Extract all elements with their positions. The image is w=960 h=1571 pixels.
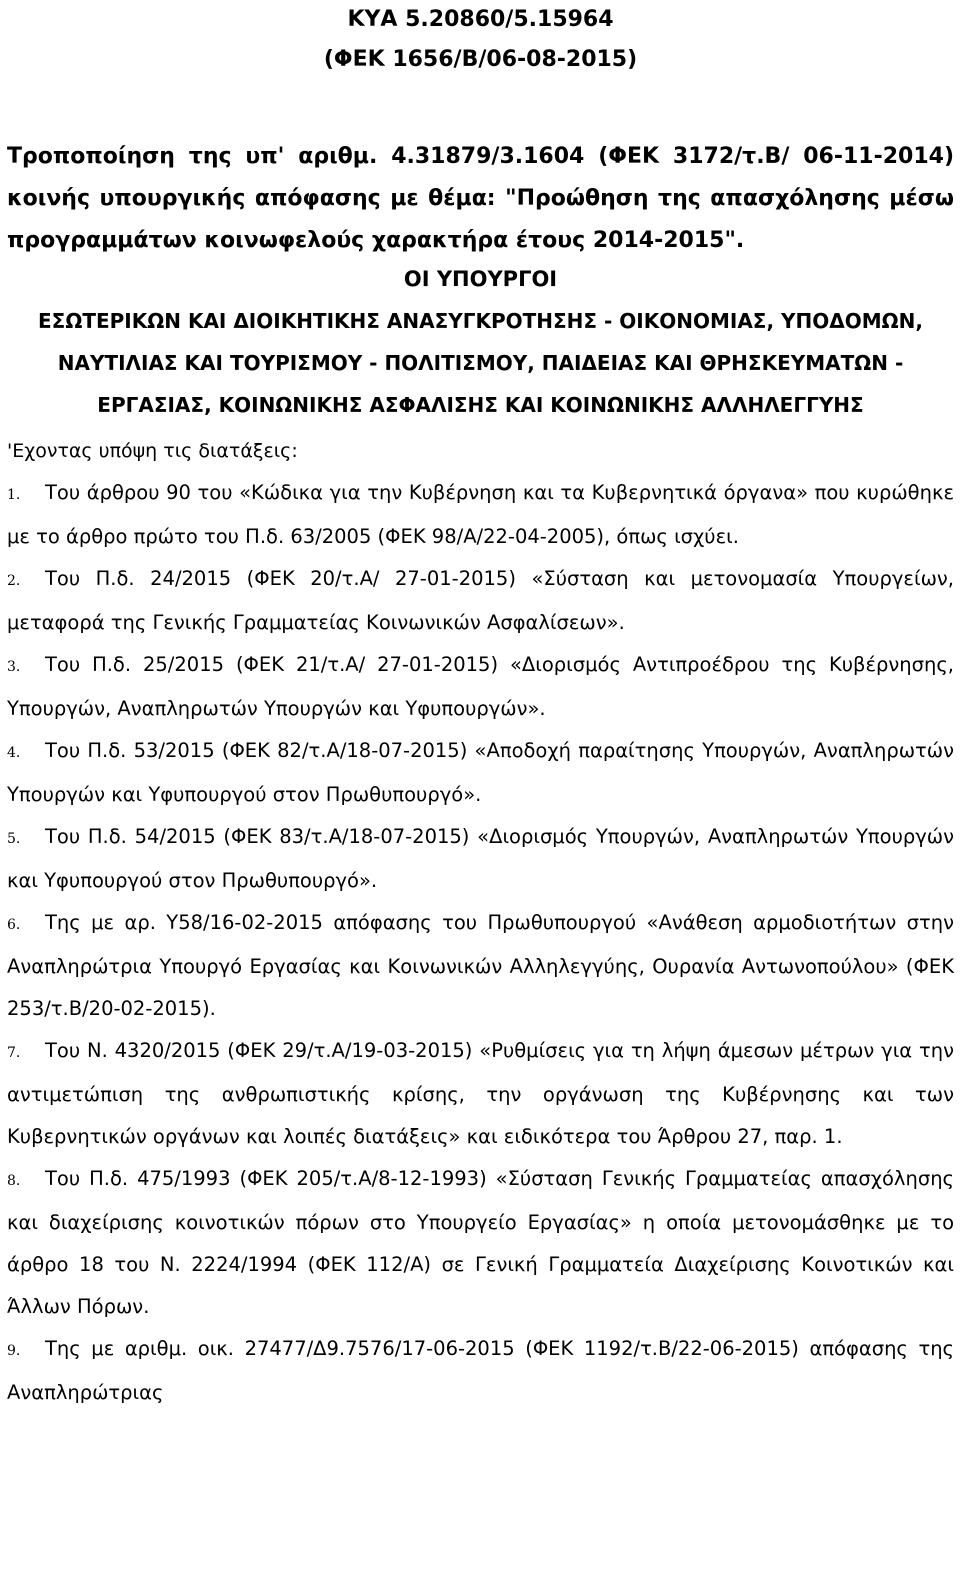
item-text: Της με αριθμ. οικ. 27477/Δ9.7576/17-06-2015 (ΦΕΚ 1192/τ.Β/22-06-2015) απόφασης της Αναπληρώτριας	[7, 1337, 954, 1404]
considerations-intro: 'Εχοντας υπόψη τις διατάξεις:	[7, 440, 298, 462]
item-text: Του Π.δ. 475/1993 (ΦΕΚ 205/τ.Α/8-12-1993) «Σύσταση Γενικής Γραμματείας απασχόλησης και διαχείρισης κοινοτικών πόρων στο Υπουργείο Εργασίας» η οποία μετονομάσθηκε με το άρθρο 18 του Ν. 2224/1994 (ΦΕΚ 112/Α) σε Γενική Γραμματεία Διαχείρισης Κοινοτικών και Άλλων Πόρων.	[7, 1167, 954, 1318]
item-number: 4.	[7, 745, 21, 761]
item-text: Του Ν. 4320/2015 (ΦΕΚ 29/τ.Α/19-03-2015) «Ρυθμίσεις για τη λήψη άμεσων μέτρων για την αντιμετώπιση της ανθρωπιστικής κρίσης, την οργάνωση της Κυβέρνησης και των Κυβερνητικών οργάνων και λοιπές διατάξεις» και ειδικότερα του Άρθρου 27, παρ. 1.	[7, 1039, 954, 1148]
list-item	[7, 558, 954, 644]
item-number: 6.	[7, 917, 21, 933]
list-item	[7, 1158, 954, 1328]
item-number: 9.	[7, 1343, 21, 1359]
gazette-reference: (ΦΕΚ 1656/Β/06-08-2015)	[323, 47, 638, 72]
item-number: 8.	[7, 1173, 21, 1189]
list-item	[7, 472, 954, 558]
decision-number: ΚΥΑ 5.20860/5.15964	[347, 7, 614, 32]
list-item	[7, 902, 954, 1030]
list-item	[7, 1328, 954, 1414]
ministries-list: ΕΣΩΤΕΡΙΚΩΝ ΚΑΙ ΔΙΟΙΚΗΤΙΚΗΣ ΑΝΑΣΥΓΚΡΟΤΗΣΗΣ - ΟΙΚΟΝΟΜΙΑΣ, ΥΠΟΔΟΜΩΝ, ΝΑΥΤΙΛΙΑΣ ΚΑΙ ΤΟΥΡΙΣΜΟΥ - ΠΟΛΙΤΙΣΜΟΥ, ΠΑΙΔΕΙΑΣ ΚΑΙ ΘΡΗΣΚΕΥΜΑΤΩΝ - ΕΡΓΑΣΙΑΣ, ΚΟΙΝΩΝΙΚΗΣ ΑΣΦΑΛΙΣΗΣ ΚΑΙ ΚΟΙΝΩΝΙΚΗΣ ΑΛΛΗΛΕΓΓΥΗΣ	[38, 309, 923, 417]
list-item	[7, 1030, 954, 1158]
decision-subject: Τροποποίηση της υπ' αριθμ. 4.31879/3.1604 (ΦΕΚ 3172/τ.Β/ 06-11-2014) κοινής υπουργικής απόφασης με θέμα: "Προώθηση της απασχόλησης μέσω προγραμμάτων κοινωφελούς χαρακτήρα έτους 2014-2015".	[7, 144, 954, 253]
list-item	[7, 816, 954, 902]
item-text: Του Π.δ. 24/2015 (ΦΕΚ 20/τ.Α/ 27-01-2015) «Σύσταση και μετονομασία Υπουργείων, μεταφορά της Γενικής Γραμματείας Κοινωνικών Ασφαλίσεων».	[7, 567, 954, 634]
item-text: Του Π.δ. 54/2015 (ΦΕΚ 83/τ.Α/18-07-2015) «Διορισμός Υπουργών, Αναπληρωτών Υπουργών και Υφυπουργού στον Πρωθυπουργό».	[7, 825, 954, 892]
list-item	[7, 730, 954, 816]
item-text: Της με αρ. Υ58/16-02-2015 απόφασης του Πρωθυπουργού «Ανάθεση αρμοδιοτήτων στην Αναπληρώτρια Υπουργό Εργασίας και Κοινωνικών Αλληλεγγύης, Ουρανία Αντωνοπούλου» (ΦΕΚ 253/τ.Β/20-02-2015).	[7, 911, 954, 1020]
provisions-list	[7, 472, 954, 1414]
item-text: Του Π.δ. 53/2015 (ΦΕΚ 82/τ.Α/18-07-2015) «Αποδοχή παραίτησης Υπουργών, Αναπληρωτών Υπουργών και Υφυπουργού στον Πρωθυπουργό».	[7, 739, 954, 806]
item-text: Του άρθρου 90 του «Κώδικα για την Κυβέρνηση και τα Κυβερνητικά όργανα» που κυρώθηκε με το άρθρο πρώτο του Π.δ. 63/2005 (ΦΕΚ 98/Α/22-04-2005), όπως ισχύει.	[7, 481, 954, 548]
item-number: 7.	[7, 1045, 21, 1061]
item-number: 5.	[7, 831, 21, 847]
item-number: 3.	[7, 659, 21, 675]
item-number: 1.	[7, 487, 21, 503]
item-number: 2.	[7, 573, 21, 589]
list-item	[7, 644, 954, 730]
ministers-heading: ΟΙ ΥΠΟΥΡΓΟΙ	[403, 267, 558, 291]
item-text: Του Π.δ. 25/2015 (ΦΕΚ 21/τ.Α/ 27-01-2015) «Διορισμός Αντιπροέδρου της Κυβέρνησης, Υπουργών, Αναπληρωτών Υπουργών και Υφυπουργών».	[7, 653, 954, 720]
